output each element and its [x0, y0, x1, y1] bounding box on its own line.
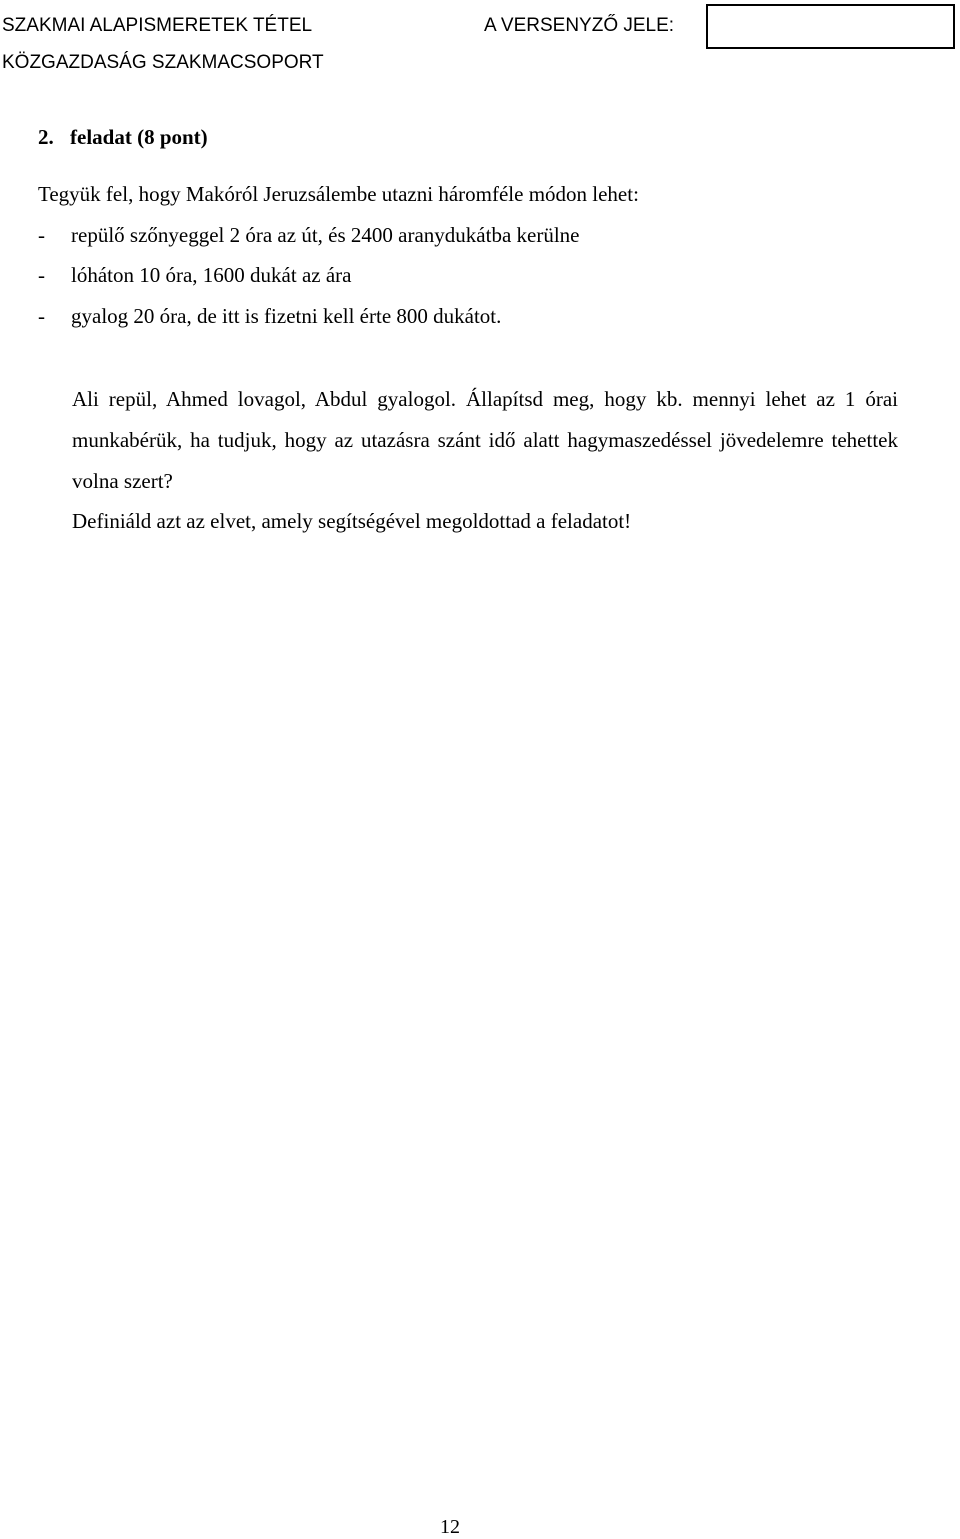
list-item-text: lóháton 10 óra, 1600 dukát az ára	[71, 263, 352, 287]
task-title	[38, 125, 208, 150]
list-item-text: repülő szőnyeggel 2 óra az út, és 2400 aranydukátba kerülne	[71, 223, 580, 247]
list-item-text: gyalog 20 óra, de itt is fizetni kell érte 800 dukátot.	[71, 304, 502, 328]
competitor-mark-box[interactable]	[706, 4, 955, 49]
subject-group: KÖZGAZDASÁG SZAKMACSOPORT	[2, 52, 324, 73]
task-number: 2.	[38, 125, 54, 149]
list-item	[38, 303, 501, 329]
competitor-mark-label: A VERSENYZŐ JELE:	[484, 15, 675, 36]
list-item	[38, 222, 579, 248]
task-intro: Tegyük fel, hogy Makóról Jeruzsálembe utazni háromféle módon lehet:	[38, 182, 639, 206]
exam-title: SZAKMAI ALAPISMERETEK TÉTEL	[2, 15, 313, 36]
list-item	[38, 262, 352, 288]
list-bullet: -	[38, 223, 45, 247]
page-number: 12	[440, 1516, 460, 1538]
list-bullet: -	[38, 304, 45, 328]
task-instruction: Definiáld azt az elvet, amely segítségével megoldottad a feladatot!	[72, 509, 632, 533]
task-question: Ali repül, Ahmed lovagol, Abdul gyalogol. Állapítsd meg, hogy kb. mennyi lehet az 1 órai munkabérük, ha tudjuk, hogy az utazásra szánt idő alatt hagymaszedéssel jövedelemre tehettek volna szert?	[72, 387, 898, 493]
list-bullet: -	[38, 263, 45, 287]
task-title-text: feladat (8 pont)	[70, 125, 208, 149]
